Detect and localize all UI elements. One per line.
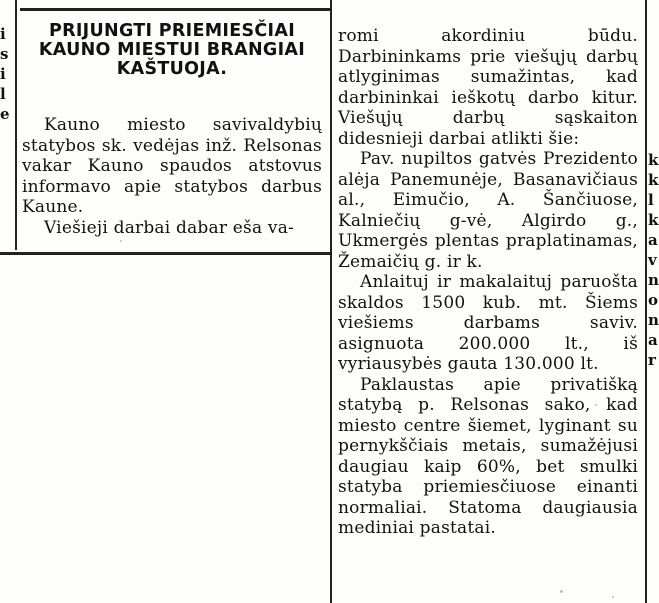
- right-edge-char: a: [648, 231, 658, 249]
- left-column-rule: [15, 0, 17, 250]
- left-column-body: [22, 115, 322, 238]
- left-edge-fragments: [0, 24, 10, 124]
- section-divider-rule: [0, 252, 330, 255]
- left-edge-char: i: [0, 65, 6, 83]
- left-edge-char: s: [0, 45, 9, 63]
- right-edge-char: v: [648, 251, 657, 269]
- center-column-rule: [330, 0, 332, 603]
- right-paragraph-1: Pav. nupiltos gatvės Prezidento alėja Panemunėje, Basanavičiaus al., Eimučio, A. Šančiuose, Kalniečių g-vė, Algirdo g., Ukmergės plentas praplatinamas, Žemaičių g. ir k.: [338, 149, 638, 272]
- print-speck: [612, 596, 614, 598]
- right-paragraph-0: romi akordiniu būdu. Darbininkams prie viešųjų darbų atlyginimas sumažintas, kad darbininkai ieškotų darbo kitur. Viešųjų darbų sąskaiton didesnieji darbai atlikti šie:: [338, 26, 638, 149]
- left-paragraph-1: Kauno miesto savivaldybių statybos sk. vedėjas inž. Relsonas vakar Kauno spaudos atstovus informavo apie statybos darbus Kaune.: [22, 115, 322, 217]
- right-edge-char: a: [648, 331, 658, 349]
- top-rule: [20, 8, 332, 11]
- left-edge-char: e: [0, 105, 10, 123]
- left-edge-char: l: [0, 85, 6, 103]
- right-edge-char: n: [648, 271, 659, 289]
- right-edge-char: k: [648, 171, 659, 189]
- right-paragraph-2: Anlaituj ir makalaituj paruošta skaldos 1500 kub. mt. Šiems viešiems darbams saviv. asignuota 200.000 lt., iš vyriausybės gauta 130.000 lt.: [338, 272, 638, 374]
- article-headline: PRIJUNGTI PRIEMIESČIAI KAUNO MIESTUI BRANGIAI KAŠTUOJA.: [38, 21, 306, 79]
- right-edge-char: k: [648, 211, 659, 229]
- right-edge-char: k: [648, 151, 659, 169]
- left-paragraph-2: Viešieji darbai dabar eša va-: [44, 217, 294, 238]
- right-paragraph-3: Paklaustas apie privatišką statybą p. Relsonas sako, kad miesto centre šiemet, lyginant su pernykščiais metais, sumažėjusi daugiau kaip 60%, bet smulki statyba priemiesčiuose einanti normaliai. Statoma daugiausia mediniai pastatai.: [338, 374, 638, 538]
- print-speck: [120, 240, 122, 242]
- right-edge-char: l: [648, 191, 654, 209]
- print-speck: [560, 590, 563, 593]
- left-edge-char: i: [0, 25, 6, 43]
- right-edge-char: n: [648, 311, 659, 329]
- right-edge-char: o: [648, 291, 659, 309]
- right-column-body: [338, 26, 638, 539]
- right-edge-char: r: [648, 351, 656, 369]
- print-speck: [595, 404, 597, 406]
- right-edge-fragments: [648, 150, 659, 370]
- right-column-rule: [645, 0, 647, 603]
